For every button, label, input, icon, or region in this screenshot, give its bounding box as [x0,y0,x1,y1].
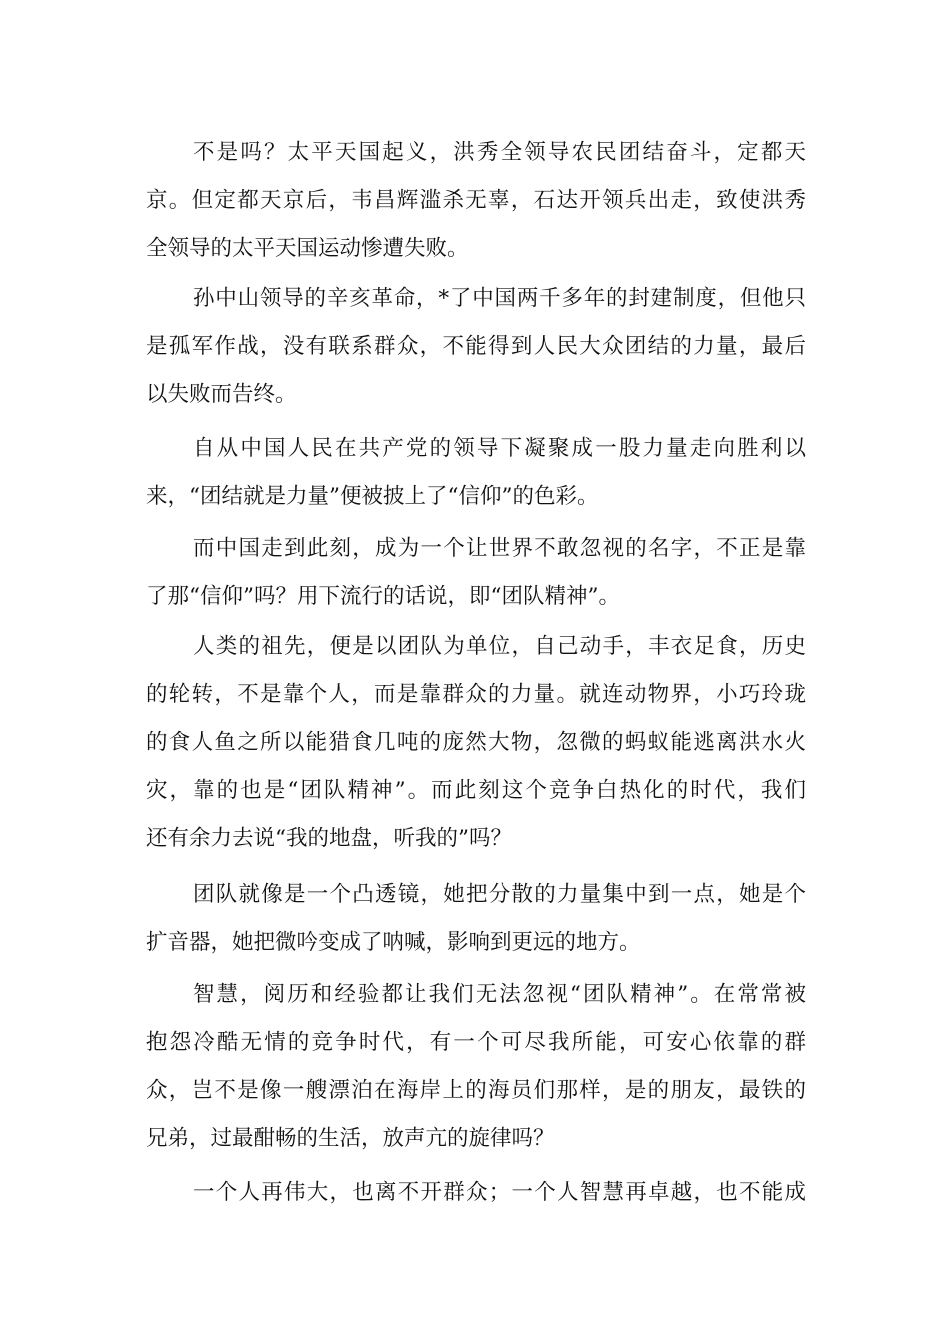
paragraph-line: 以失败而告终。 [146,382,297,407]
paragraph-line: 孙中山领导的辛亥革命，*了中国两千多年的封建制度，但他只 [193,286,806,311]
paragraph-line: 扩音器，她把微吟变成了呐喊，影响到更远的地方。 [146,930,641,955]
paragraph-line: 自从中国人民在共产党的领导下凝聚成一股力量走向胜利以 [193,436,806,461]
paragraph-line: 是孤军作战，没有联系群众，不能得到人民大众团结的力量，最后 [146,334,806,359]
paragraph-line: 而中国走到此刻，成为一个让世界不敢忽视的名字，不正是靠 [193,536,806,561]
paragraph-line: 灾，靠的也是“团队精神”。而此刻这个竞争白热化的时代，我们 [146,778,806,803]
paragraph-line: 的轮转，不是靠个人，而是靠群众的力量。就连动物界，小巧玲珑 [146,682,806,707]
paragraph-line: 来，“团结就是力量”便被披上了“信仰”的色彩。 [146,484,599,509]
paragraph-line: 了那“信仰”吗？用下流行的话说，即“团队精神”。 [146,584,620,609]
paragraph-line: 智慧，阅历和经验都让我们无法忽视“团队精神”。在常常被 [193,982,806,1007]
paragraph-line: 一个人再伟大，也离不开群众；一个人智慧再卓越，也不能成 [193,1180,806,1205]
paragraph-line: 抱怨冷酷无情的竞争时代，有一个可尽我所能，可安心依靠的群 [146,1030,806,1055]
paragraph-line: 的食人鱼之所以能猎食几吨的庞然大物，忽微的蚂蚁能逃离洪水火 [146,730,806,755]
paragraph-line: 不是吗？太平天国起义，洪秀全领导农民团结奋斗，定都天 [193,140,806,165]
paragraph-line: 团队就像是一个凸透镜，她把分散的力量集中到一点，她是个 [193,882,806,907]
paragraph-line: 还有余力去说“我的地盘，听我的”吗？ [146,826,512,851]
paragraph-line: 京。但定都天京后，韦昌辉滥杀无辜，石达开领兵出走，致使洪秀 [146,188,806,213]
paragraph-line: 众，岂不是像一艘漂泊在海岸上的海员们那样，是的朋友，最铁的 [146,1078,806,1103]
paragraph-line: 人类的祖先，便是以团队为单位，自己动手，丰衣足食，历史 [193,634,806,659]
paragraph-line: 全领导的太平天国运动惨遭失败。 [146,236,469,261]
paragraph-line: 兄弟，过最酣畅的生活，放声亢的旋律吗？ [146,1126,555,1151]
